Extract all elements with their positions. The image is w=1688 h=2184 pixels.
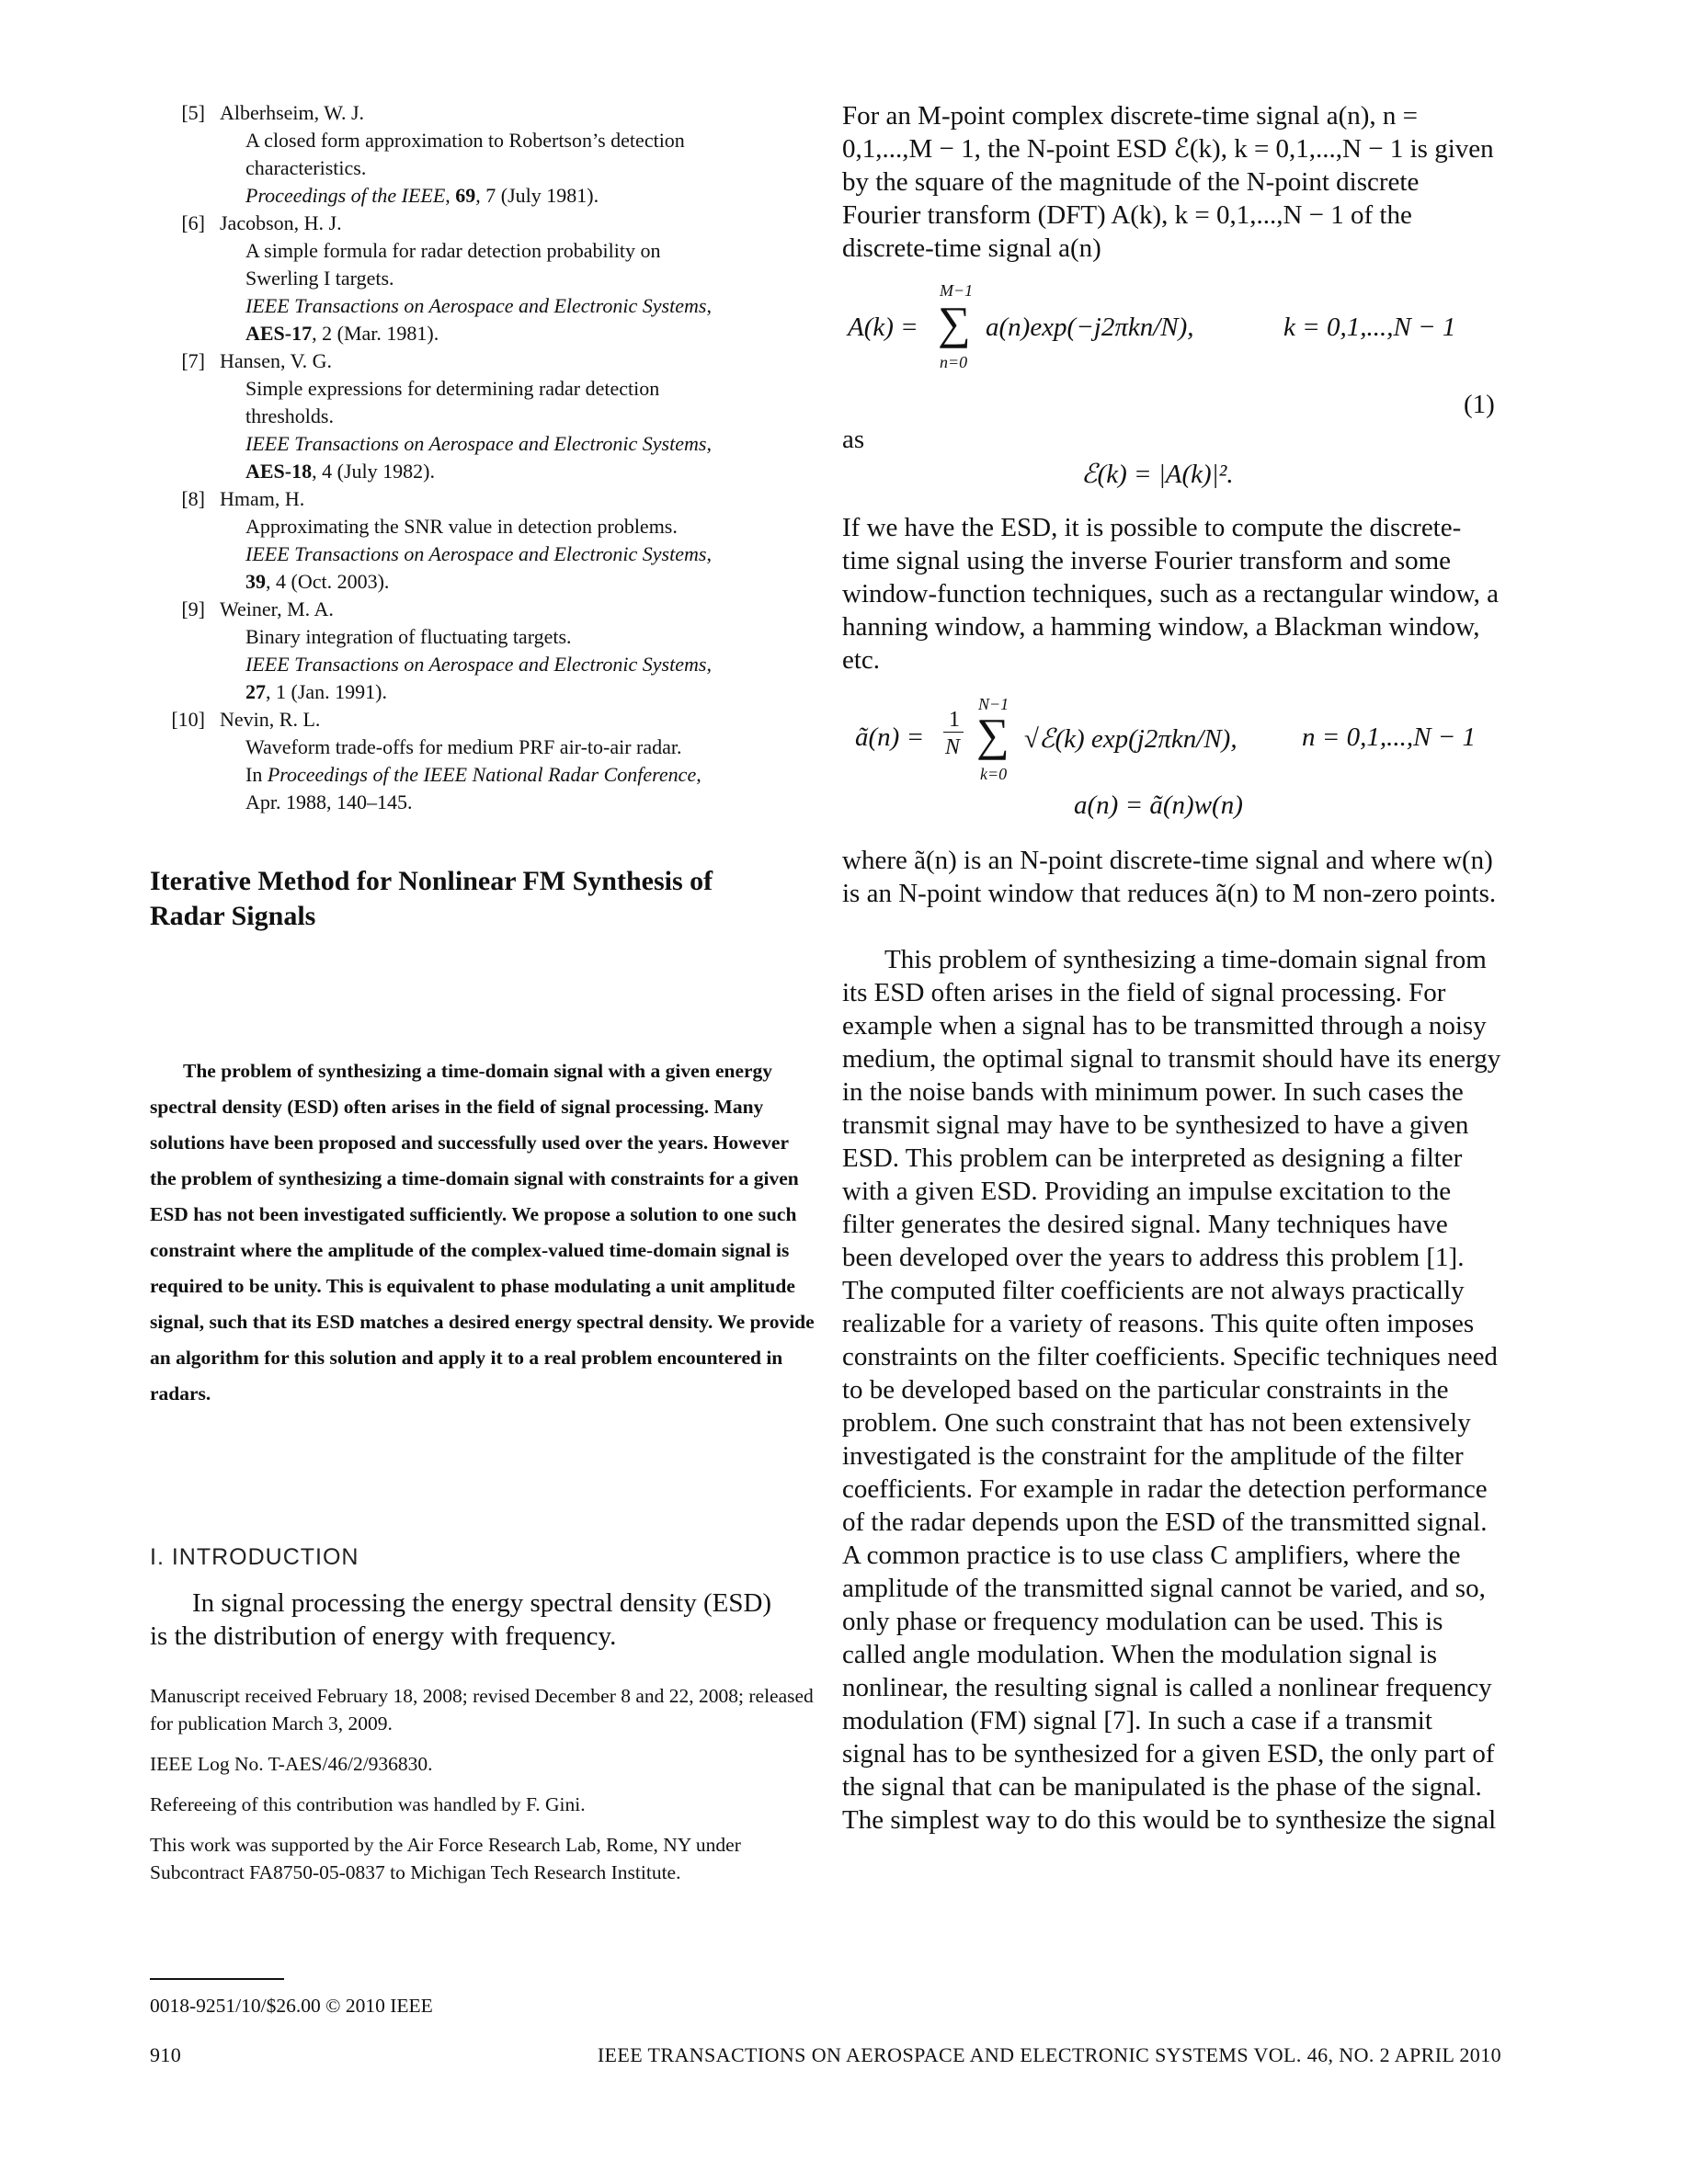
reference-item: [150, 485, 818, 596]
reference-number: [5]: [181, 101, 205, 124]
reference-author: Hansen, V. G.: [220, 349, 333, 372]
footnote: Refereeing of this contribution was handled by F. Gini.: [150, 1793, 586, 1815]
reference-title-line: Binary integration of fluctuating targets.: [245, 625, 572, 648]
reference-author: Weiner, M. A.: [220, 597, 334, 620]
eq3-body: √ℰ(k) exp(j2πkn/N),: [1024, 724, 1237, 754]
reference-volume: AES-17, 2 (Mar. 1981).: [245, 322, 439, 345]
reference-author: Hmam, H.: [220, 487, 305, 510]
section-heading: I. INTRODUCTION: [150, 1544, 359, 1570]
paragraph-problem-statement: [842, 943, 1502, 1837]
reference-volume: Apr. 1988, 140–145.: [245, 791, 413, 813]
reference-list: [150, 99, 818, 816]
eq3-sum-lower: k=0: [980, 765, 1008, 783]
reference-volume: 27, 1 (Jan. 1991).: [245, 680, 387, 703]
eq3-range: n = 0,1,...,N − 1: [1302, 722, 1476, 752]
eq3-sum-symbol: ∑: [976, 709, 1009, 760]
paragraph-text: This problem of synthesizing a time-domain signal from its ESD often arises in the field of signal processing. For example when a signal has to be transmitted through a noisy medium, the optimal signal to transmit should have its energy in the noise bands with minimum power. In such cases the transmit signal may have to be synthesized to have a given ESD. This problem can be interpreted as designing a filter with a given ESD. Providing an impulse excitation to the filter generates the desired signal. Many techniques have been developed over the years to address this problem [1]. The computed filter coefficients are not always practically realizable for a variety of reasons. This quite often imposes constraints on the filter coefficients. Specific techniques need to be developed based on the particular constraints in the problem. One such constraint that has not been extensively investigated is the constraint for the amplitude of the filter coefficients. For example in radar the detection performance of the radar depends upon the ESD of the transmitted signal. A common practice is to use class C amplifiers, where the amplitude of the transmitted signal cannot be varied, and so, only phase or frequency modulation can be used. This is called angle modulation. When the modulation signal is nonlinear, the resulting signal is called a nonlinear frequency modulation (FM) signal [7]. In such a case if a transmit signal has to be synthesized for a given ESD, the only part of the signal that can be manipulated is the phase of the signal. The simplest way to do this would be to synthesize the signal: [842, 945, 1501, 1835]
reference-number: [7]: [181, 349, 205, 372]
eq1-sum-upper: M−1: [940, 281, 974, 300]
footnote: This work was supported by the Air Force Research Lab, Rome, NY under Subcontract FA8750-05-0837 to Michigan Tech Research Institute.: [150, 1834, 741, 1883]
connector-as: as: [842, 425, 865, 454]
eq3-frac-den: N: [945, 735, 961, 759]
journal-info: IEEE TRANSACTIONS ON AEROSPACE AND ELECTRONIC SYSTEMS VOL. 46, NO. 2 APRIL 2010: [597, 2043, 1501, 2066]
eq3-frac-num: 1: [949, 708, 960, 732]
eq1-sum-symbol: ∑: [938, 297, 971, 348]
intro-paragraph: [150, 1587, 775, 1653]
reference-number: [8]: [181, 487, 205, 510]
reference-title-line: Approximating the SNR value in detection problems.: [245, 515, 678, 538]
reference-item: [150, 706, 818, 816]
footnote-rule: [150, 1978, 284, 1980]
article-title: Iterative Method for Nonlinear FM Synthesis of Radar Signals: [150, 866, 713, 931]
reference-title-line: A closed form approximation to Robertson’s detection: [245, 129, 685, 152]
reference-venue: IEEE Transactions on Aerospace and Electronic Systems,: [245, 294, 712, 317]
paragraph-inverse-transform: If we have the ESD, it is possible to compute the discrete-time signal using the inverse Fourier transform and some window-function techniques, such as a rectangular window, a hanning window, a hamming window, a Blackman window, etc.: [842, 513, 1500, 675]
abstract-text: The problem of synthesizing a time-domain signal with a given energy spectral density (ESD) often arises in the field of signal processing. Many solutions have been proposed and successfully used over the years. However the problem of synthesizing a time-domain signal with constraints for a given ESD has not been investigated sufficiently. We propose a solution to one such constraint where the amplitude of the complex-valued time-domain signal is required to be unity. This is equivalent to phase modulating a unit amplitude signal, such that its ESD matches a desired energy spectral density. We provide an algorithm for this solution and apply it to a real problem encountered in radars.: [150, 1060, 815, 1405]
reference-volume: 39, 4 (Oct. 2003).: [245, 570, 390, 593]
footnote: IEEE Log No. T-AES/46/2/936830.: [150, 1753, 433, 1775]
footnotes: [150, 1682, 818, 1899]
eq3-lhs: ã(n) =: [855, 722, 925, 752]
paragraph-window: where ã(n) is an N-point discrete-time signal and where w(n) is an N-point window that reduces ã(n) to M non-zero points.: [842, 846, 1497, 908]
equation-1: [842, 276, 1502, 377]
reference-number: [9]: [181, 597, 205, 620]
paragraph-esd-definition: For an M-point complex discrete-time signal a(n), n = 0,1,...,M − 1, the N-point ESD ℰ(k), k = 0,1,...,N − 1 is given by the square of the magnitude of the N-point discrete Fourier transform (DFT) A(k), k = 0,1,...,N − 1 of the discrete-time signal a(n): [842, 101, 1494, 263]
equation-4: a(n) = ã(n)w(n): [1074, 791, 1243, 820]
reference-venue: IEEE Transactions on Aerospace and Electronic Systems,: [245, 432, 712, 455]
reference-number: [6]: [181, 211, 205, 234]
abstract: [150, 1053, 818, 1412]
reference-item: [150, 596, 818, 706]
reference-volume: AES-18, 4 (July 1982).: [245, 460, 435, 483]
page-number: 910: [150, 2043, 182, 2066]
reference-title-line: thresholds.: [245, 404, 334, 427]
reference-author: Alberhseim, W. J.: [220, 101, 365, 124]
reference-title-line: A simple formula for radar detection probability on: [245, 239, 661, 262]
reference-author: Nevin, R. L.: [220, 708, 321, 731]
reference-author: Jacobson, H. J.: [220, 211, 342, 234]
equation-number: (1): [1464, 390, 1495, 419]
reference-title-line: Swerling I targets.: [245, 267, 394, 290]
reference-title-line: Waveform trade-offs for medium PRF air-to-air radar.: [245, 735, 682, 758]
reference-item: [150, 347, 818, 485]
eq1-range: k = 0,1,...,N − 1: [1283, 313, 1456, 342]
intro-text: In signal processing the energy spectral density (ESD) is the distribution of energy with frequency.: [150, 1588, 772, 1651]
eq1-body: a(n)exp(−j2πkn/N),: [986, 313, 1194, 342]
footnote: Manuscript received February 18, 2008; revised December 8 and 22, 2008; released for publication March 3, 2009.: [150, 1685, 814, 1735]
eq3-sum-upper: N−1: [978, 695, 1009, 713]
eq1-lhs: A(k) =: [848, 313, 918, 342]
reference-venue: IEEE Transactions on Aerospace and Electronic Systems,: [245, 653, 712, 676]
reference-title-line: Simple expressions for determining radar detection: [245, 377, 660, 400]
equation-3: [842, 691, 1502, 792]
reference-item: [150, 99, 818, 210]
reference-venue: In Proceedings of the IEEE National Radar Conference,: [245, 763, 701, 786]
copyright-line: 0018-9251/10/$26.00 © 2010 IEEE: [150, 1995, 433, 2017]
reference-venue: Proceedings of the IEEE, 69, 7 (July 1981).: [245, 184, 599, 207]
reference-title-line: characteristics.: [245, 156, 367, 179]
eq1-sum-lower: n=0: [940, 353, 968, 371]
reference-number: [10]: [171, 708, 205, 731]
reference-venue: IEEE Transactions on Aerospace and Electronic Systems,: [245, 542, 712, 565]
reference-item: [150, 210, 818, 347]
equation-2: ℰ(k) = |A(k)|².: [1081, 460, 1234, 489]
eq3-frac-bar: [943, 732, 964, 733]
